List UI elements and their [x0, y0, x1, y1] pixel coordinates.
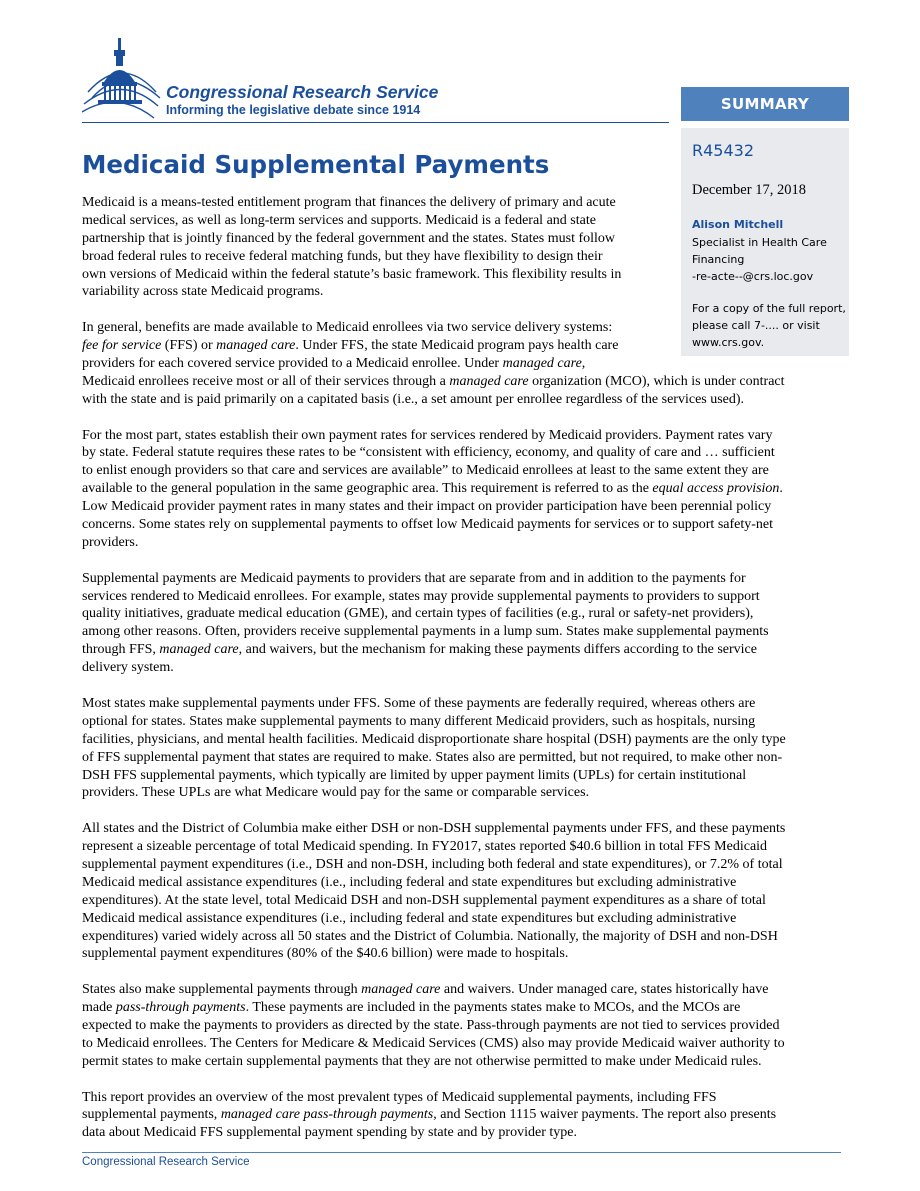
text-line: Low Medicaid provider payment rates in many states and their impact on provider participation have been perennial policy [82, 499, 772, 515]
text-line: services rendered to Medicaid enrollees. For example, states may provide supplemental payments to providers to support [82, 588, 760, 604]
text-line: available to the general population in the same geographic area. This requirement is referred to as the equal access provision. [82, 481, 783, 497]
text-line: Medicaid medical assistance expenditures (i.e., including federal and state expenditures but excluding administrative [82, 910, 737, 926]
crs-logo [82, 34, 482, 124]
text-line: of FFS supplemental payment that states are required to make. States also are permitted, but not required, to make other non- [82, 749, 783, 765]
text-line: providers. [82, 534, 139, 550]
text-line: among other reasons. Often, providers receive supplemental payments in a lump sum. States make supplemental payments [82, 624, 769, 640]
text-line: delivery system. [82, 660, 174, 676]
text-line: supplemental payment expenditures (i.e., DSH and non-DSH, including both federal and state expenditures), or 7.2% of total [82, 856, 783, 872]
text-line: by state. Federal statute requires these rates to be “consistent with efficiency, economy, and quality of care and … sufficient [82, 445, 775, 461]
text-line: Most states make supplemental payments under FFS. Some of these payments are federally required, whereas others are [82, 695, 756, 711]
text-line: All states and the District of Columbia make either DSH or non-DSH supplemental payments under FFS, and these payments [82, 821, 786, 837]
text-line: permit states to make certain supplemental payments that they are not otherwise permitted to make under Medicaid rules. [82, 1053, 762, 1069]
text-line: concerns. Some states rely on supplemental payments to offset low Medicaid payments for services or to support safety-net [82, 517, 774, 533]
text-line: with the state and is paid primarily on a capitated basis (i.e., a set amount per enrollee regardless of the services used). [82, 391, 745, 407]
text-line: medical services, as well as long-term services and supports. Medicaid is a federal and state [82, 212, 596, 228]
text-line: partnership that is jointly financed by the federal government and the states. States must follow [82, 230, 616, 246]
author-name: Alison Mitchell [692, 218, 784, 231]
text-line: data about Medicaid FFS supplemental payment spending by state and by provider type. [82, 1125, 577, 1141]
text-line: broad federal rules to receive federal matching funds, but they have flexibility to design their [82, 248, 603, 264]
text-line: to enlist enough providers so that care and services are available” to Medicaid enrollees at least to the same extent they are [82, 463, 769, 479]
text-line: supplemental payments, managed care pass-through payments, and Section 1115 waiver payments. The report also presents [82, 1107, 777, 1123]
paragraph [82, 427, 842, 552]
author-title: Specialist in Health Care [692, 236, 827, 249]
paragraph [82, 194, 842, 301]
page-title: Medicaid Supplemental Payments [82, 150, 550, 179]
paragraph [82, 570, 842, 677]
text-line: supplemental payment expenditures (80% of the $40.6 billion) were made to hospitals. [82, 946, 569, 962]
paragraph [82, 981, 842, 1070]
text-line: optional for states. States make supplemental payments to many different Medicaid providers, such as hospitals, nursing [82, 713, 756, 729]
text-line: represent a sizeable percentage of total Medicaid spending. In FY2017, states reported $40.6 billion in total FFS Medicaid [82, 839, 768, 855]
text-line: expected to make the payments to providers as directed by the state. Pass-through payments are not tied to services provided [82, 1017, 780, 1033]
paragraph [82, 1089, 842, 1143]
text-line: variability across state Medicaid programs. [82, 284, 324, 300]
org-tagline: Informing the legislative debate since 1914 [166, 103, 421, 117]
text-line: facilities, physicians, and mental health facilities. Medicaid disproportionate share hospital (DSH) payments are the only type [82, 731, 786, 747]
text-line: For the most part, states establish their own payment rates for services rendered by Medicaid providers. Payment rates vary [82, 427, 773, 443]
text-line: DSH FFS supplemental payments, which typically are limited by upper payment limits (UPLs) for certain institutional [82, 767, 747, 783]
author-email: -re-acte--@crs.loc.gov [692, 270, 814, 283]
paragraph [82, 695, 842, 802]
summary-label: SUMMARY [681, 87, 849, 121]
summary-body [82, 194, 842, 1142]
capitol-dome-icon [82, 34, 162, 124]
text-line: to Medicaid enrollees. The Centers for Medicare & Medicaid Services (CMS) also may provide Medicaid waiver authority to [82, 1035, 785, 1051]
footer-org-name: Congressional Research Service [82, 1156, 250, 1168]
org-name: Congressional Research Service [166, 82, 439, 102]
text-line: Supplemental payments are Medicaid payments to providers that are separate from and in addition to the payments for [82, 570, 746, 586]
header-divider [82, 122, 669, 123]
text-line: In general, benefits are made available to Medicaid enrollees via two service delivery systems: [82, 320, 613, 336]
paragraph [82, 820, 842, 963]
text-line: providers. These UPLs are what Medicare would pay for the same or comparable services. [82, 785, 590, 801]
text-line: through FFS, managed care, and waivers, but the mechanism for making these payments differs according to the service [82, 642, 757, 658]
report-number: R45432 [692, 141, 755, 160]
text-line: expenditures) varied widely across all 50 states and the District of Columbia. Nationally, the majority of DSH and non-DSH [82, 928, 778, 944]
copy-note: For a copy of the full report, [692, 302, 846, 315]
crs-website-link[interactable]: www.crs.gov. [692, 336, 765, 349]
author-title-cont: Financing [692, 253, 745, 266]
copy-note: please call 7-.... or visit [692, 319, 820, 332]
text-line: quality initiatives, graduate medical education (GME), and certain types of facilities (e.g., rural or safety-net providers), [82, 606, 754, 622]
text-line: Medicaid enrollees receive most or all of their services through a managed care organization (MCO), which is under contract [82, 373, 785, 389]
text-line: own versions of Medicaid within the federal statute’s basic framework. This flexibility results in [82, 266, 622, 282]
text-line: This report provides an overview of the most prevalent types of Medicaid supplemental payments, including FFS [82, 1089, 717, 1105]
footer-divider [82, 1152, 841, 1153]
text-line: States also make supplemental payments through managed care and waivers. Under managed care, states historically have [82, 982, 769, 998]
text-line: providers for each covered service provided to a Medicaid enrollee. Under managed care, [82, 356, 586, 372]
text-line: fee for service (FFS) or managed care. Under FFS, the state Medicaid program pays health care [82, 338, 619, 354]
text-line: Medicaid medical assistance expenditures (i.e., including federal and state expenditures but excluding administrative [82, 874, 737, 890]
text-line: expenditures). At the state level, total Medicaid DSH and non-DSH supplemental payment expenditures as a share of total [82, 892, 766, 908]
text-line: made pass-through payments. These payments are included in the payments states make to MCOs, and the MCOs are [82, 1000, 741, 1016]
paragraph [82, 319, 842, 408]
text-line: Medicaid is a means-tested entitlement program that finances the delivery of primary and acute [82, 195, 616, 210]
report-date: December 17, 2018 [692, 182, 806, 198]
